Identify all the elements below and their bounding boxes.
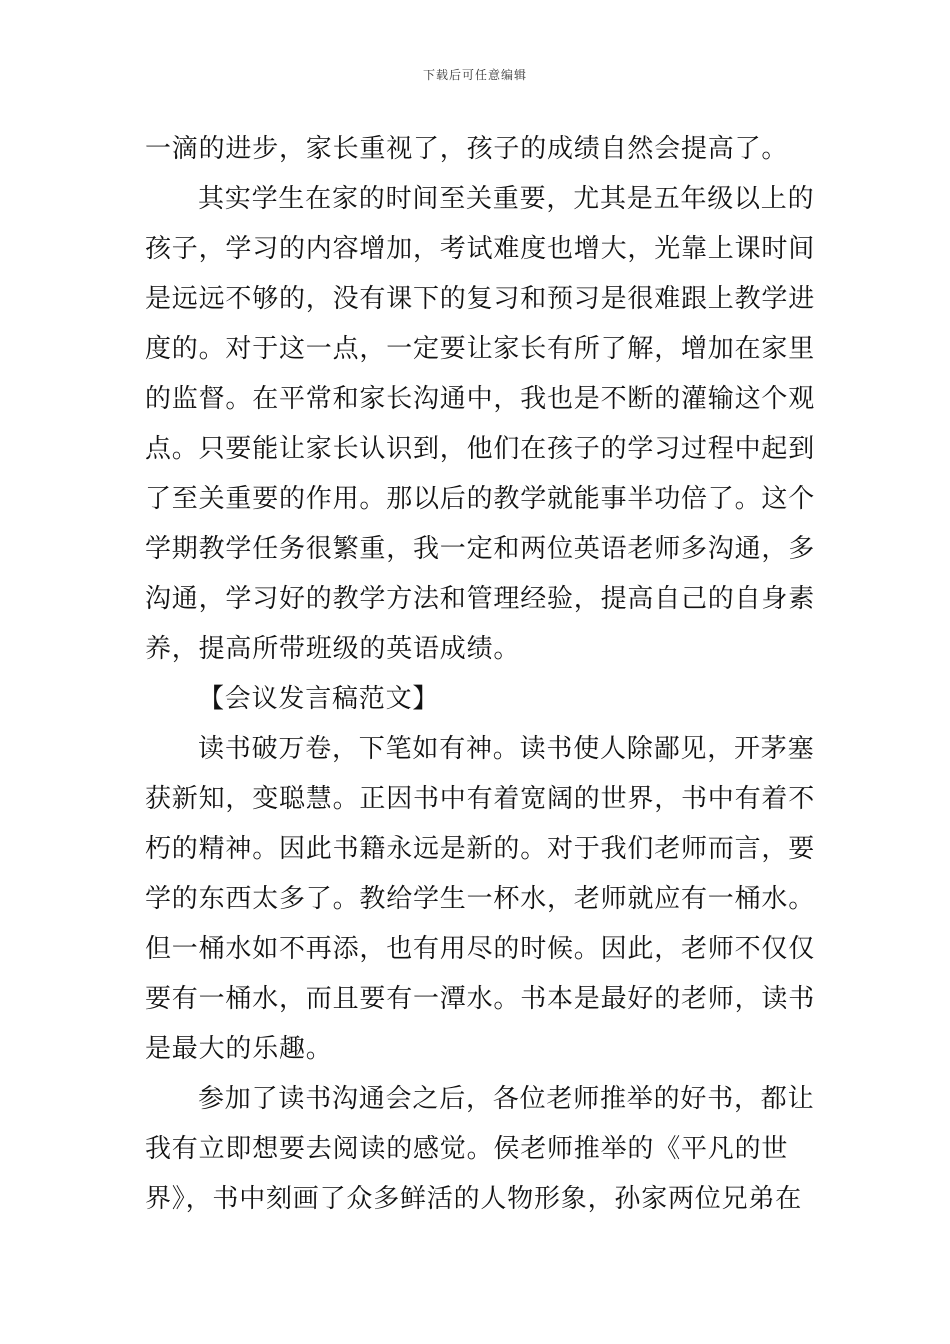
text-line: 朽的精神。因此书籍永远是新的。对于我们老师而言，要 xyxy=(145,834,816,864)
text-line: 我有立即想要去阅读的感觉。侯老师推举的《平凡的世 xyxy=(145,1134,789,1164)
document-body xyxy=(145,124,816,1224)
text-line: 一滴的进步，家长重视了，孩子的成绩自然会提高了。 xyxy=(145,134,789,164)
text-line: 要有一桶水，而且要有一潭水。书本是最好的老师，读书 xyxy=(145,984,816,1014)
paragraph-start: 其实学生在家的时间至关重要，尤其是五年级以上的 xyxy=(198,184,815,214)
paragraph-start: 参加了读书沟通会之后，各位老师推举的好书，都让 xyxy=(198,1084,815,1114)
text-line: 养，提高所带班级的英语成绩。 xyxy=(145,634,521,664)
text-line: 是最大的乐趣。 xyxy=(145,1034,333,1064)
paragraph-start: 读书破万卷，下笔如有神。读书使人除鄙见，开茅塞 xyxy=(198,734,815,764)
text-line: 了至关重要的作用。那以后的教学就能事半功倍了。这个 xyxy=(145,484,816,514)
page-header: 下载后可任意编辑 xyxy=(422,68,527,82)
text-line: 点。只要能让家长认识到，他们在孩子的学习过程中起到 xyxy=(145,434,816,464)
text-line: 是远远不够的，没有课下的复习和预习是很难跟上教学进 xyxy=(145,284,816,314)
text-line: 沟通，学习好的教学方法和管理经验，提高自己的自身素 xyxy=(145,584,816,614)
text-line: 但一桶水如不再添，也有用尽的时候。因此，老师不仅仅 xyxy=(145,934,816,964)
text-line: 的监督。在平常和家长沟通中，我也是不断的灌输这个观 xyxy=(145,384,816,414)
text-line: 学期教学任务很繁重，我一定和两位英语老师多沟通，多 xyxy=(145,534,816,564)
section-heading: 【会议发言稿范文】 xyxy=(198,684,440,714)
text-line: 孩子，学习的内容增加，考试难度也增大，光靠上课时间 xyxy=(145,234,816,264)
text-line: 界》，书中刻画了众多鲜活的人物形象，孙家两位兄弟在 xyxy=(145,1184,803,1214)
text-line: 学的东西太多了。教给学生一杯水，老师就应有一桶水。 xyxy=(145,884,816,914)
text-line: 度的。对于这一点，一定要让家长有所了解，增加在家里 xyxy=(145,334,816,364)
text-line: 获新知，变聪慧。正因书中有着宽阔的世界，书中有着不 xyxy=(145,784,816,814)
